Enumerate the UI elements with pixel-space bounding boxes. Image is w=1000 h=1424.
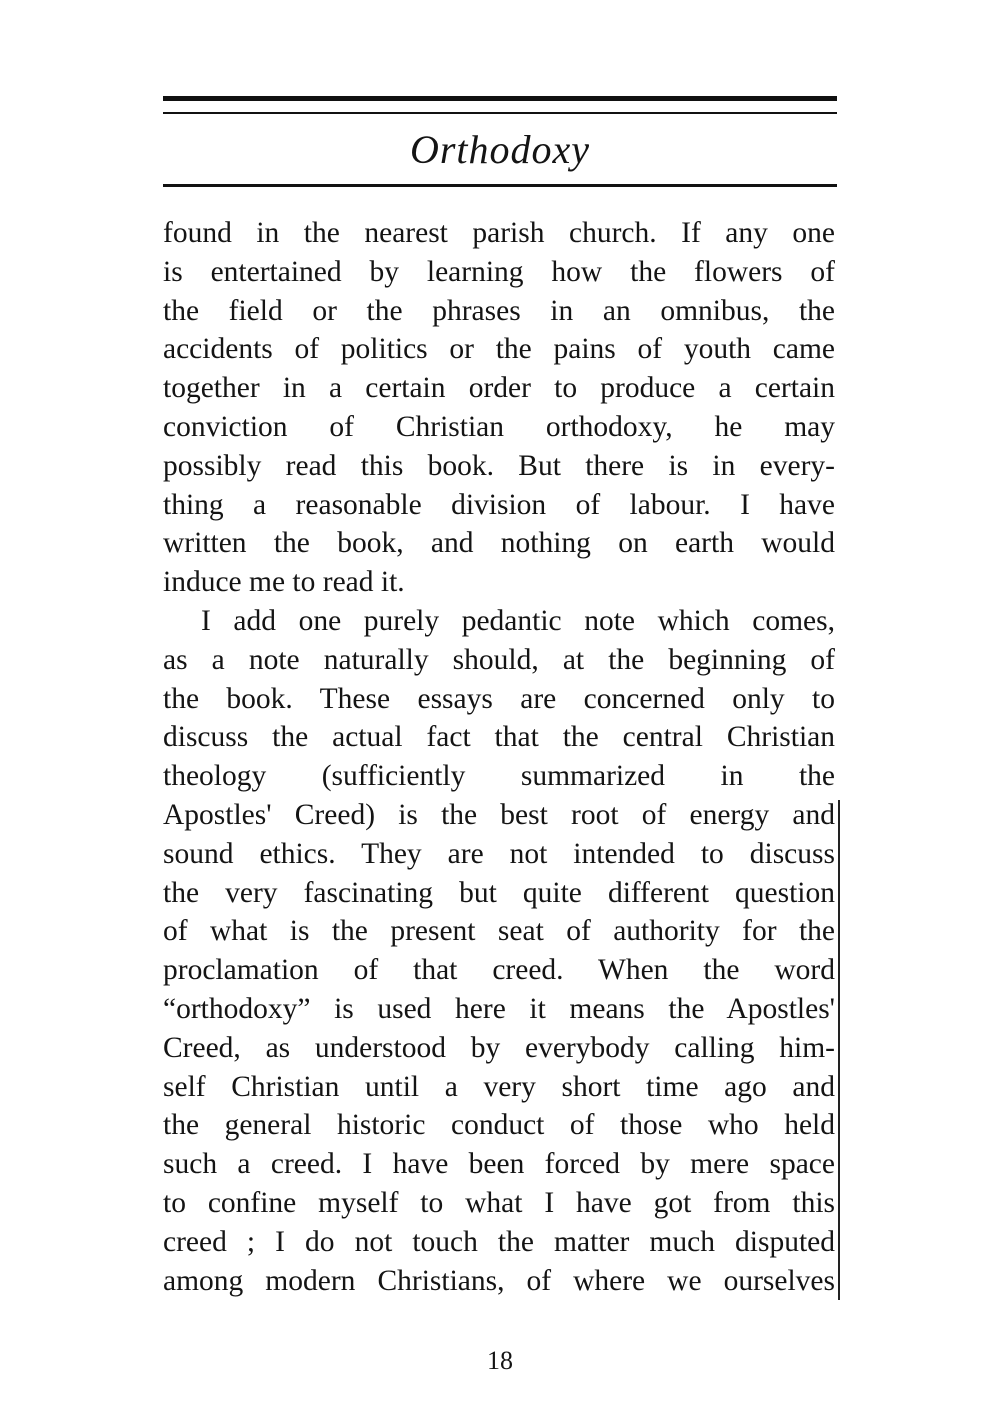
text-line: discuss the actual fact that the central Christian [163,721,835,754]
body-text [163,214,835,1300]
text-line: accidents of politics or the pains of youth came [163,333,835,366]
text-line: conviction of Christian orthodoxy, he may [163,410,835,443]
text-line: thing a reasonable division of labour. I have [163,488,835,521]
running-head-underline [163,184,837,187]
text-line: Creed, as understood by everybody calling him- [163,1031,835,1064]
page-number: 18 [487,1346,513,1375]
header-rule-thick [163,96,837,101]
header-rule-thin [163,112,837,114]
text-line: such a creed. I have been forced by mere space [163,1148,835,1181]
text-line: sound ethics. They are not intended to discuss [163,837,835,870]
text-line: found in the nearest parish church. If any one [163,217,835,249]
running-head: Orthodoxy [409,127,591,172]
text-line: is entertained by learning how the flowers of [163,255,835,288]
text-line: proclamation of that creed. When the word [163,954,835,987]
text-line: self Christian until a very short time ago and [163,1070,835,1103]
text-line: the very fascinating but quite different question [163,876,835,909]
text-line: induce me to read it. [163,566,405,599]
text-line: the field or the phrases in an omnibus, the [163,294,835,327]
text-line: creed ; I do not touch the matter much disputed [163,1225,835,1258]
text-line: among modern Christians, of where we ourselves [163,1264,835,1297]
text-line: together in a certain order to produce a certain [163,372,835,405]
text-line: the general historic conduct of those who held [163,1109,835,1142]
text-line: of what is the present seat of authority for the [163,915,835,948]
text-line: possibly read this book. But there is in every- [163,449,835,482]
text-line: theology (sufficiently summarized in the [163,760,835,793]
text-line: “orthodoxy” is used here it means the Apostles' [163,992,835,1025]
text-line: to confine myself to what I have got from this [163,1186,835,1219]
text-line: I add one purely pedantic note which comes, [201,604,835,637]
text-line: as a note naturally should, at the beginning of [163,643,835,676]
text-line: Apostles' Creed) is the best root of energy and [163,798,835,831]
text-line: the book. These essays are concerned only to [163,682,835,715]
text-line: written the book, and nothing on earth would [163,527,835,560]
page-edge-shadow [838,800,840,1300]
